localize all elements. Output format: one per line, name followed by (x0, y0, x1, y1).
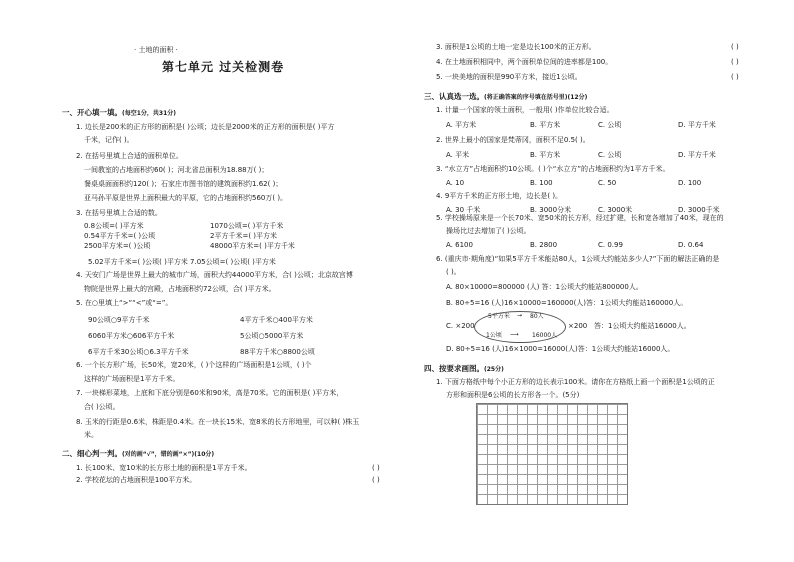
q8-line2: 米。 (84, 431, 98, 439)
q5-r1c1: 90公顷○9平方千米 (88, 316, 150, 324)
drawing-grid[interactable] (476, 403, 628, 505)
choice-q5-optB[interactable]: B. 2800 (530, 241, 558, 249)
choice-q3-optC[interactable]: C. 50 (598, 179, 617, 187)
q3-r4: 5.02平方千米=( )公顷( )平方米 7.05公顷=( )公顷( )平方米 (88, 258, 276, 266)
q7-line2: 合( )公顷。 (84, 403, 120, 411)
q1-line2: 千米，记作( )。 (84, 136, 134, 144)
choice-q6-optD[interactable]: D. 80÷5=16 (人)16×1000=16000(人)答：1公顷大约能站16000人。 (446, 345, 675, 353)
q4-line1: 4. 天安门广场是世界上最大的城市广场，面积大约44000平方米，合( )公顷；北京故宫博 (76, 271, 353, 279)
choice-q2: 2. 世界上最小的国家是梵蒂冈，面积不足0.5( )。 (436, 136, 590, 144)
q5-r3c1: 6平方千米30公顷○6.3平方千米 (88, 348, 189, 356)
q3-r1c1: 0.8公顷=( )平方米 (84, 222, 144, 230)
choice-q5-optC[interactable]: C. 0.99 (598, 241, 623, 249)
choice-q6-optC-bottom-right: 16000人 (532, 332, 558, 339)
choice-q1: 1. 计量一个国家的领土面积，一般用( )作单位比较合适。 (436, 106, 614, 114)
judge-q2: 2. 学校花坛的占地面积是100平方米。 (76, 476, 197, 484)
unit-subtitle: · 土地的面积 · (134, 46, 178, 54)
q2-line2: 餐桌桌面面积约120( )；石家庄市图书馆的建筑面积约1.62( )； (84, 180, 283, 188)
judge-q5: 5. 一块美地的面积是990平方米，接近1公顷。 (436, 73, 582, 81)
choice-q5-line1: 5. 学校操场原来是一个长70米、宽50米的长方形，经过扩建，长和宽各增加了40米，现在的 (436, 214, 724, 222)
choice-q3: 3. “水立方”占地面积约10公顷。( )个“水立方”的占地面积约为1平方千米。 (436, 165, 670, 173)
choice-q4-optC[interactable]: C. 3000米 (598, 206, 633, 214)
q5-r2c1: 6060平方米○606平方千米 (88, 332, 175, 340)
q3-r1c2: 1070公顷=( )平方千米 (210, 222, 284, 230)
choice-q1-optA[interactable]: A. 平方米 (446, 121, 477, 129)
q5-stem: 5. 在○里填上“>”“<”或“=”。 (76, 299, 173, 307)
judge-q4: 4. 在土地面积相同中，两个面积单位间的进率都是100。 (436, 58, 613, 66)
choice-q3-optA[interactable]: A. 10 (446, 179, 465, 187)
choice-q3-optD[interactable]: D. 100 (678, 179, 702, 187)
choice-q1-optD[interactable]: D. 平方千米 (678, 121, 716, 129)
q5-r1c2: 4平方千米○400平方米 (240, 316, 313, 324)
q2-line3: 亚马孙平原是世界上面积最大的平原，它的占地面积约560万( )。 (84, 194, 288, 202)
draw-q1-line2: 方形和面积是6公顷的长方形各一个。(5分) (446, 391, 580, 399)
q6-line2: 这样的广场面积是1平方千米。 (84, 375, 180, 383)
q3-r3c1: 2500平方米=( )公顷 (84, 242, 151, 250)
q7-line1: 7. 一块梯形菜地，上底和下底分别是60米和90米，高是70米。它的面积是( )平方米， (76, 389, 344, 397)
choice-q3-optB[interactable]: B. 100 (530, 179, 553, 187)
q8-line1: 8. 玉米的行距是0.6米，株距是0.4米。在一块长15米、宽8米的长方形地里，可以种( )株玉 (76, 418, 360, 426)
section4-heading (424, 363, 504, 374)
judge-q1: 1. 长100米、宽10米的长方形土地的面积是1平方千米。 (76, 464, 252, 472)
section2-note: (对的画“√”，错的画“×”)(10分) (122, 451, 215, 458)
q2-stem: 2. 在括号里填上合适的面积单位。 (76, 152, 183, 160)
arrow-right-icon: → (517, 312, 523, 319)
q5-r2c2: 5公顷○5000平方米 (240, 332, 304, 340)
judge-q1-answer[interactable]: ( ) (372, 464, 380, 472)
section1-note: (每空1分，共31分) (122, 110, 177, 117)
choice-q6-optC-top-left: 5平方米 (488, 313, 510, 320)
choice-q2-optC[interactable]: C. 公顷 (598, 151, 622, 159)
judge-q4-answer[interactable]: ( ) (731, 58, 739, 66)
choice-q6-stem: 6. (重庆市·期角度)“如果5平方千米能站80人，1公顷大约能站多少人?”下面的解法正确的是 (436, 255, 720, 263)
q3-r2c1: 0.54平方千米=( )公顷 (84, 232, 156, 240)
arrow-right-icon: ⟶ (510, 331, 519, 338)
judge-q3: 3. 面积是1公顷的土地一定是边长100米的正方形。 (436, 43, 596, 51)
section3-note: (将正确答案的序号填在括号里)(12分) (484, 94, 588, 101)
section1-title: 一、开心填一填。 (62, 108, 122, 117)
q2-line1: 一间教室的占地面积约60( )；河北省总面积为18.88万( )； (84, 166, 269, 174)
choice-q6-optC-top-right: 80人 (530, 313, 544, 320)
section1-heading (62, 107, 176, 118)
q1-line1: 1. 边长是200米的正方形的面积是( )公顷；边长是2000米的正方形的面积是( )平方 (76, 123, 335, 131)
q4-line2: 物院是世界上最大的宫殿，占地面积约72公顷，合( )平方米。 (84, 285, 276, 293)
judge-q3-answer[interactable]: ( ) (731, 43, 739, 51)
section4-note: (25分) (484, 366, 504, 373)
choice-q2-optA[interactable]: A. 平米 (446, 151, 470, 159)
choice-q6-optC-label[interactable]: C. ×200 (446, 322, 475, 330)
q3-r3c2: 48000平方米=( )平方千米 (210, 242, 295, 250)
choice-q6-close: ( )。 (446, 268, 461, 276)
section3-heading (424, 91, 587, 102)
q3-r2c2: 2平方千米=( )平方米 (210, 232, 278, 240)
choice-q6-optC-bottom-left: 1公顷 (486, 332, 502, 339)
choice-q2-optD[interactable]: D. 平方千米 (678, 151, 716, 159)
judge-q5-answer[interactable]: ( ) (731, 73, 739, 81)
q3-stem: 3. 在括号里填上合适的数。 (76, 209, 162, 217)
choice-q5-line2: 操场比过去增加了( )公顷。 (446, 227, 531, 235)
judge-q2-answer[interactable]: ( ) (372, 476, 380, 484)
section2-heading (62, 448, 214, 459)
section3-title: 三、认真选一选。 (424, 92, 484, 101)
choice-q1-optB[interactable]: B. 平方米 (530, 121, 561, 129)
section4-title: 四、按要求画图。 (424, 364, 484, 373)
choice-q5-optA[interactable]: A. 6100 (446, 241, 473, 249)
choice-q4-optD[interactable]: D. 3000千米 (678, 206, 720, 214)
choice-q4-optB[interactable]: B. 3000分米 (530, 206, 572, 214)
choice-q6-optA[interactable]: A. 80×10000=800000 (人) 答：1公顷大约能站800000人。 (446, 283, 643, 291)
page-title: 第七单元 过关检测卷 (162, 60, 285, 74)
section2-title: 二、细心判一判。 (62, 449, 122, 458)
choice-q5-optD[interactable]: D. 0.64 (678, 241, 704, 249)
q6-line1: 6. 一个长方形广场，长50米，宽20米，( )个这样的广场面积是1公顷，( )个 (76, 361, 312, 369)
choice-q2-optB[interactable]: B. 平方米 (530, 151, 561, 159)
choice-q4: 4. 9平方千米的正方形土地，边长是( )。 (436, 192, 563, 200)
choice-q4-optA[interactable]: A. 30 千米 (446, 206, 481, 214)
choice-q6-optC-multiplier: ×200 (568, 322, 588, 330)
draw-q1-line1: 1. 下面方格纸中每个小正方形的边长表示100米。请你在方格纸上画一个面积是1公顷的正 (436, 378, 715, 386)
choice-q6-optC-answer: 答：1公顷大约能站16000人。 (594, 322, 691, 330)
choice-q6-optB[interactable]: B. 80÷5=16 (人)16×10000=160000(人)答：1公顷大约能站160000人。 (446, 299, 688, 307)
choice-q1-optC[interactable]: C. 公顷 (598, 121, 622, 129)
q5-r3c2: 88平方千米○8800公顷 (240, 348, 315, 356)
